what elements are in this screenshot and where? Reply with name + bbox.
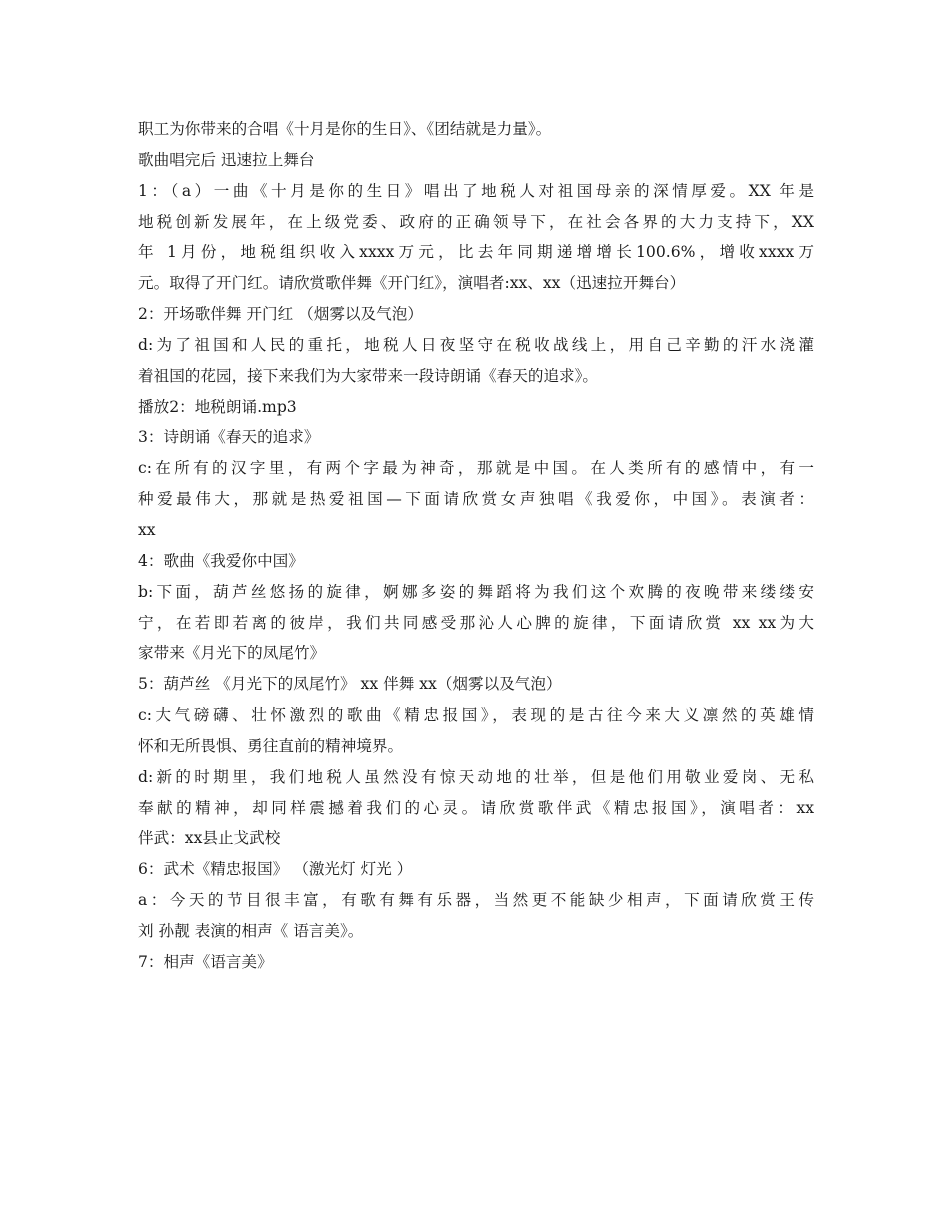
- text-line: 6：武术《精忠报国》 （激光灯 灯光 ）: [138, 860, 413, 879]
- text-line: 地税创新发展年，在上级党委、政府的正确领导下，在社会各界的大力支持下，XX: [138, 212, 814, 231]
- text-line: 刘 孙靓 表演的相声《 语言美》。: [138, 921, 364, 940]
- text-line: 伴武：xx县止戈武校: [138, 829, 281, 848]
- text-line: 1：（a）一曲《十月是你的生日》唱出了地税人对祖国母亲的深情厚爱。XX 年是: [138, 181, 814, 200]
- text-line: 7：相声《语言美》: [138, 952, 273, 971]
- text-line: 3：诗朗诵《春天的追求》: [138, 428, 320, 447]
- text-line: a：今天的节目很丰富，有歌有舞有乐器，当然更不能缺少相声，下面请欣赏王传: [138, 891, 814, 910]
- text-line: 播放2：地税朗诵.mp3: [138, 397, 297, 416]
- text-line: 5：葫芦丝 《月光下的凤尾竹》 xx 伴舞 xx（烟雾以及气泡）: [138, 675, 562, 694]
- text-line: d:新的时期里，我们地税人虽然没有惊天动地的壮举，但是他们用敬业爱岗、无私: [138, 767, 814, 786]
- text-line: b:下面，葫芦丝悠扬的旋律，婀娜多姿的舞蹈将为我们这个欢腾的夜晚带来缕缕安: [138, 582, 814, 601]
- text-line: 奉献的精神，却同样震撼着我们的心灵。请欣赏歌伴武《精忠报国》，演唱者：xx: [138, 798, 814, 817]
- text-line: 元。取得了开门红。请欣赏歌伴舞《开门红》，演唱者:xx、xx（迅速拉开舞台）: [138, 274, 686, 293]
- text-line: 2：开场歌伴舞 开门红 （烟雾以及气泡）: [138, 305, 423, 324]
- text-line: c:在所有的汉字里，有两个字最为神奇，那就是中国。在人类所有的感情中，有一: [138, 459, 814, 478]
- text-line: 年 1月份，地税组织收入xxxx万元，比去年同期递增增长100.6%，增收xxxx万: [138, 243, 814, 262]
- text-line: 4：歌曲《我爱你中国》: [138, 551, 304, 570]
- text-line: 着祖国的花园，接下来我们为大家带来一段诗朗诵《春天的追求》。: [138, 366, 599, 385]
- text-line: xx: [138, 520, 156, 539]
- text-line: 职工为你带来的合唱《十月是你的生日》、《团结就是力量》。: [138, 120, 552, 138]
- document-body: [138, 114, 814, 978]
- text-line: d:为了祖国和人民的重托，地税人日夜坚守在税收战线上，用自己辛勤的汗水浇灌: [138, 335, 814, 354]
- text-line: 怀和无所畏惧、勇往直前的精神境界。: [138, 736, 404, 755]
- text-line: 种爱最伟大，那就是热爱祖国—下面请欣赏女声独唱《我爱你，中国》。表演者：: [138, 490, 814, 509]
- text-line: 歌曲唱完后 迅速拉上舞台: [138, 150, 315, 169]
- text-line: 家带来《月光下的凤尾竹》: [138, 644, 326, 663]
- text-line: c:大气磅礴、壮怀激烈的歌曲《精忠报国》，表现的是古往今来大义凛然的英雄情: [138, 706, 814, 725]
- text-line: 宁，在若即若离的彼岸，我们共同感受那沁人心脾的旋律，下面请欣赏 xx xx为大: [138, 613, 814, 632]
